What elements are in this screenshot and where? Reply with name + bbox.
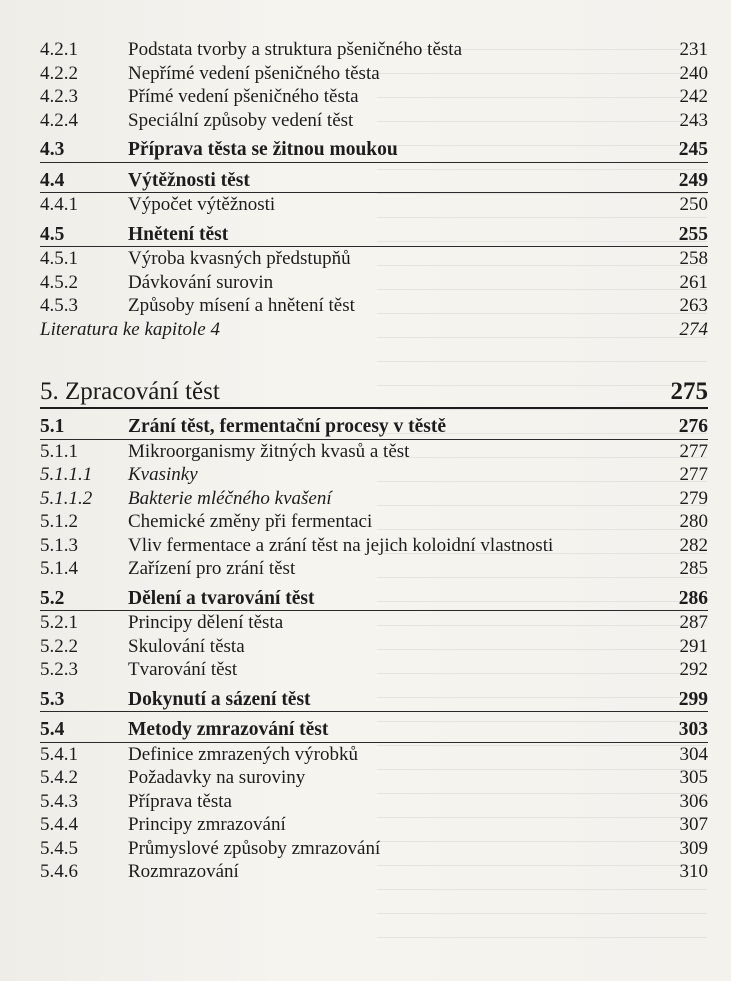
entry-page-number: 276 [678, 416, 708, 437]
entry-page-number: 255 [678, 223, 708, 245]
entry-page-number: 240 [679, 62, 708, 84]
toc-section-entry [40, 718, 708, 743]
entry-title: Kvasinky [128, 464, 198, 485]
entry-title: Zařízení pro zrání těst [128, 558, 296, 579]
toc-subsection-entry [40, 611, 708, 635]
entry-title: Bakterie mléčného kvašení [128, 487, 332, 509]
entry-number: 5.2.1 [40, 612, 78, 633]
toc-subsection-entry [40, 85, 708, 109]
chapter-page: 275 [670, 378, 708, 405]
entry-page-number: 303 [678, 719, 708, 740]
entry-title: Způsoby mísení a hnětení těst [128, 295, 355, 316]
entry-number: 4.2.2 [40, 62, 78, 84]
entry-title: Podstata tvorby a struktura pšeničného těsta [128, 39, 463, 60]
entry-page-number: 304 [679, 743, 708, 765]
entry-page-number: 307 [679, 814, 708, 835]
entry-number: 5.4.2 [40, 767, 78, 788]
entry-number: 4.4 [40, 169, 65, 191]
entry-page-number: 277 [679, 440, 708, 462]
entry-page-number: 249 [678, 169, 708, 191]
entry-title: Mikroorganismy žitných kvasů a těst [128, 440, 410, 462]
toc-subsection-entry [40, 487, 708, 511]
literature-page: 274 [679, 318, 708, 340]
toc-chapter-5-part [40, 409, 708, 884]
entry-page-number: 291 [679, 635, 708, 657]
entry-page-number: 231 [679, 39, 708, 60]
entry-page-number: 242 [679, 86, 708, 107]
entry-page-number: 279 [679, 487, 708, 509]
toc-subsection-entry [40, 658, 708, 682]
toc-literature-entry [40, 318, 708, 342]
toc-subsection-entry [40, 247, 708, 271]
entry-title: Principy zmrazování [128, 814, 286, 835]
toc-chapter-4-part [40, 38, 708, 318]
entry-title: Příprava těsta [128, 790, 232, 812]
entry-page-number: 286 [678, 587, 708, 609]
entry-title: Speciální způsoby vedení těst [128, 109, 354, 131]
entry-title: Výroba kvasných předstupňů [128, 248, 351, 269]
toc-subsection-entry [40, 837, 708, 861]
entry-page-number: 277 [679, 464, 708, 485]
chapter-title: 5. Zpracování těst [40, 378, 220, 405]
entry-number: 4.5.3 [40, 295, 78, 316]
entry-number: 5.3 [40, 688, 65, 710]
entry-title: Hnětení těst [128, 223, 229, 245]
entry-title: Dělení a tvarování těst [128, 587, 315, 609]
entry-number: 5.4.6 [40, 861, 78, 882]
entry-title: Výtěžnosti těst [128, 169, 250, 191]
entry-page-number: 310 [679, 861, 708, 882]
entry-page-number: 261 [679, 271, 708, 293]
entry-number: 4.2.4 [40, 109, 78, 131]
toc-subsection-entry [40, 635, 708, 659]
toc-subsection-entry [40, 813, 708, 837]
entry-page-number: 250 [679, 194, 708, 215]
entry-number: 4.4.1 [40, 194, 78, 215]
entry-title: Tvarování těst [128, 659, 238, 680]
entry-number: 5.4.3 [40, 790, 78, 812]
entry-number: 5.1.1.2 [40, 487, 93, 509]
toc-subsection-entry [40, 109, 708, 133]
entry-title: Metody zmrazování těst [128, 719, 329, 740]
entry-title: Nepřímé vedení pšeničného těsta [128, 62, 380, 84]
entry-title: Požadavky na suroviny [128, 767, 306, 788]
entry-page-number: 285 [679, 558, 708, 579]
entry-number: 5.4.4 [40, 814, 78, 835]
entry-title: Principy dělení těsta [128, 612, 284, 633]
entry-title: Průmyslové způsoby zmrazování [128, 837, 381, 859]
entry-page-number: 258 [679, 248, 708, 269]
entry-title: Skulování těsta [128, 635, 245, 657]
entry-page-number: 243 [679, 109, 708, 131]
toc-subsection-entry [40, 766, 708, 790]
toc-subsection-entry [40, 510, 708, 534]
entry-number: 5.1.4 [40, 558, 78, 579]
entry-title: Definice zmrazených výrobků [128, 743, 359, 765]
literature-title: Literatura ke kapitole 4 [40, 318, 220, 340]
toc-subsection-entry [40, 534, 708, 558]
entry-title: Vliv fermentace a zrání těst na jejich koloidní vlastnosti [128, 534, 554, 556]
entry-number: 5.1 [40, 416, 65, 437]
entry-number: 5.2.3 [40, 659, 78, 680]
entry-page-number: 282 [679, 534, 708, 556]
entry-title: Dokynutí a sázení těst [128, 688, 311, 710]
entry-number: 4.3 [40, 139, 65, 160]
entry-page-number: 263 [679, 295, 708, 316]
toc-section-entry [40, 587, 708, 612]
toc-subsection-entry [40, 557, 708, 581]
entry-page-number: 280 [679, 511, 708, 532]
entry-number: 5.1.1 [40, 440, 78, 462]
toc-section-entry [40, 169, 708, 194]
entry-title: Dávkování surovin [128, 271, 274, 293]
chapter-heading [40, 377, 708, 409]
toc-section-entry [40, 138, 708, 163]
entry-page-number: 309 [679, 837, 708, 859]
toc-subsection-entry [40, 860, 708, 884]
entry-number: 5.4.1 [40, 743, 78, 765]
entry-number: 5.2.2 [40, 635, 78, 657]
entry-page-number: 305 [679, 767, 708, 788]
entry-number: 4.2.1 [40, 39, 78, 60]
toc-subsection-entry [40, 193, 708, 217]
entry-page-number: 299 [678, 688, 708, 710]
toc-subsection-entry [40, 790, 708, 814]
toc-subsection-entry [40, 271, 708, 295]
toc-subsection-entry [40, 743, 708, 767]
entry-number: 4.5 [40, 223, 65, 245]
toc-section-entry [40, 415, 708, 440]
entry-title: Příprava těsta se žitnou moukou [128, 139, 398, 160]
toc-section-entry [40, 688, 708, 713]
entry-number: 4.5.2 [40, 271, 78, 293]
entry-title: Zrání těst, fermentační procesy v těstě [128, 416, 447, 437]
entry-number: 4.2.3 [40, 86, 78, 107]
entry-title: Rozmrazování [128, 861, 239, 882]
entry-title: Výpočet výtěžnosti [128, 194, 276, 215]
entry-title: Přímé vedení pšeničného těsta [128, 86, 359, 107]
entry-page-number: 292 [679, 659, 708, 680]
entry-number: 4.5.1 [40, 248, 78, 269]
toc-subsection-entry [40, 62, 708, 86]
entry-page-number: 287 [679, 612, 708, 633]
toc-section-entry [40, 223, 708, 248]
entry-page-number: 306 [679, 790, 708, 812]
entry-number: 5.1.2 [40, 511, 78, 532]
toc-subsection-entry [40, 38, 708, 62]
entry-number: 5.4 [40, 719, 65, 740]
entry-title: Chemické změny při fermentaci [128, 511, 373, 532]
entry-number: 5.1.1.1 [40, 464, 93, 485]
table-of-contents [40, 38, 708, 884]
toc-subsection-entry [40, 440, 708, 464]
entry-number: 5.4.5 [40, 837, 78, 859]
entry-number: 5.1.3 [40, 534, 78, 556]
entry-page-number: 245 [678, 139, 708, 160]
entry-number: 5.2 [40, 587, 65, 609]
toc-subsection-entry [40, 294, 708, 318]
toc-subsection-entry [40, 463, 708, 487]
